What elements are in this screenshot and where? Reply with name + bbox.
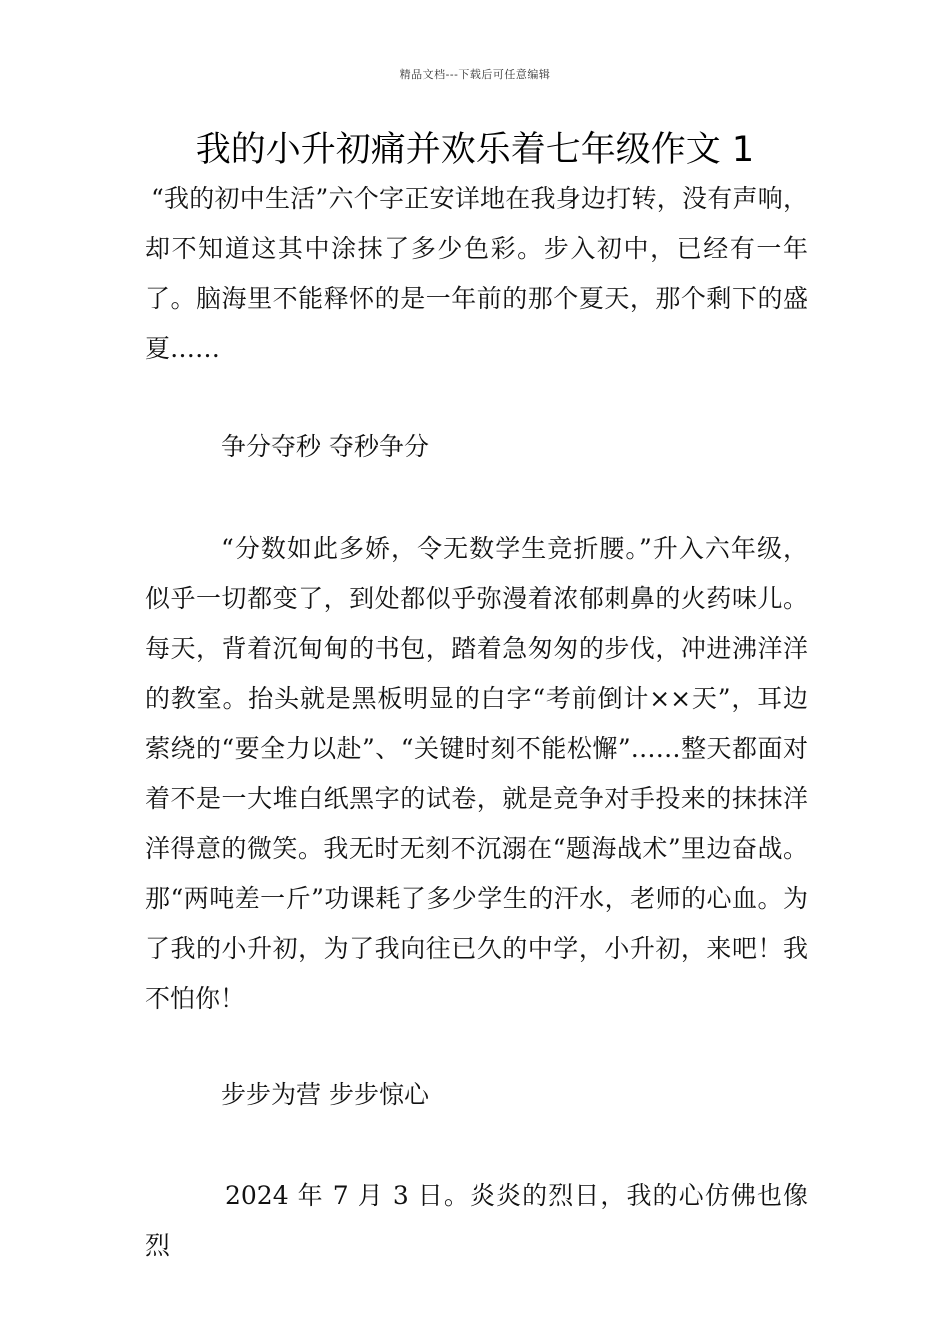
document-title: 我的小升初痛并欢乐着七年级作文 1 — [195, 130, 755, 170]
section-heading-1: 争分夺秒 夺秒争分 — [221, 432, 429, 461]
body-paragraph-2: “分数如此多娇，令无数学生竞折腰。”升入六年级，似乎一切都变了，到处都似乎弥漫着浓郁刺鼻的火药味儿。每天，背着沉甸甸的书包，踏着急匆匆的步伐，冲进沸洋洋的教室。抬头就是黑板明显的白字“考前倒计××天”，耳边萦绕的“要全力以赴”、“关键时刻不能松懈”……整天都面对着不是一大堆白纸黑字的试卷，就是竞争对手投来的抹抹洋洋得意的微笑。我无时无刻不沉溺在“题海战术”里边奋战。那“两吨差一斤”功课耗了多少学生的汗水，老师的心血。为了我的小升初，为了我向往已久的中学，小升初，来吧！我不怕你！ — [145, 534, 808, 1013]
header-note: 精品文档---下载后可任意编辑 — [399, 68, 551, 81]
intro-paragraph: “我的初中生活”六个字正安详地在我身边打转，没有声响，却不知道这其中涂抹了多少色彩。步入初中，已经有一年了。脑海里不能释怀的是一年前的那个夏天，那个剩下的盛夏…… — [145, 184, 808, 363]
body-paragraph-3: 2024 年 7 月 3 日。炎炎的烈日，我的心仿佛也像烈 — [145, 1181, 808, 1260]
section-heading-2: 步步为营 步步惊心 — [221, 1080, 429, 1109]
